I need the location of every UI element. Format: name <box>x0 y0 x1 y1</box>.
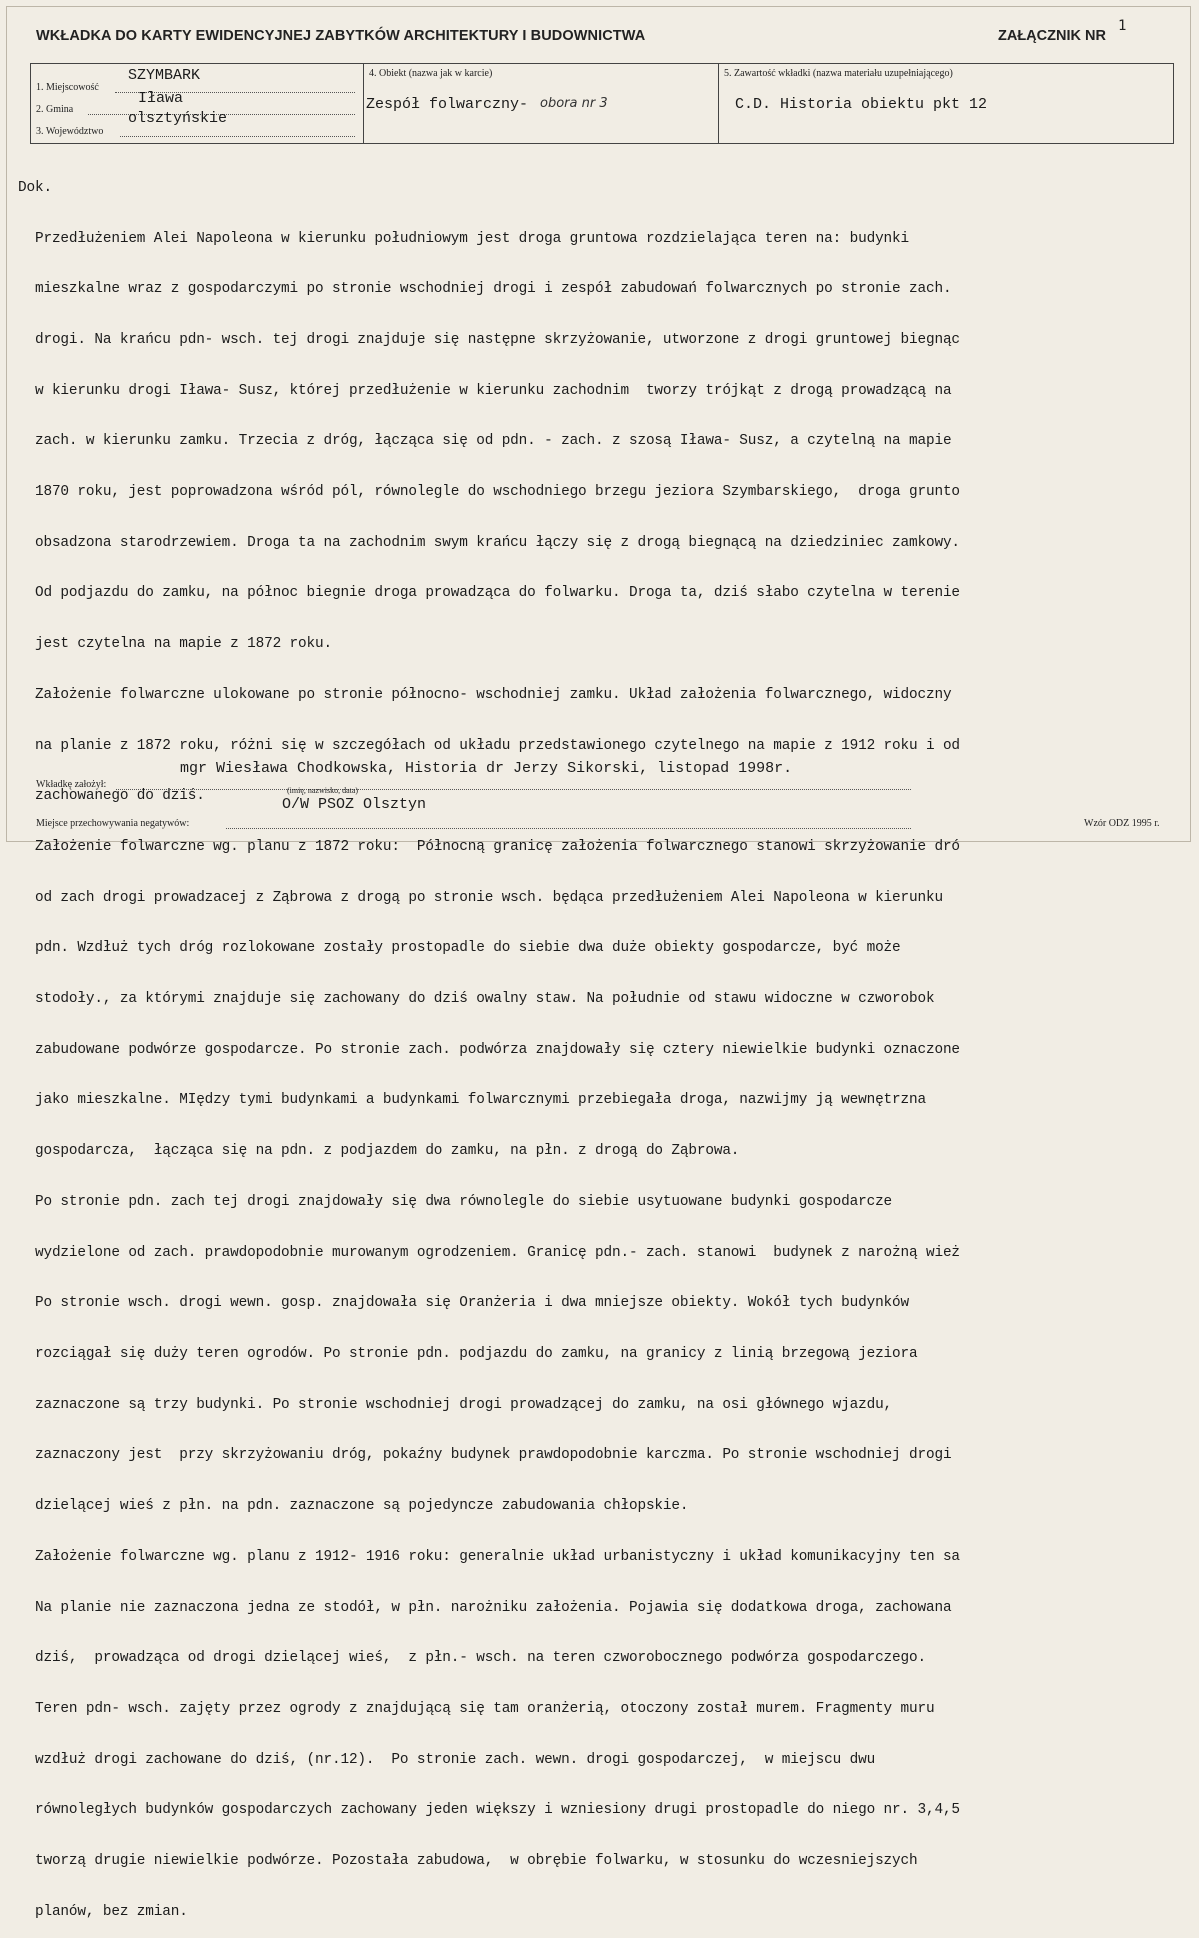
text-line: równoległych budynków gospodarczych zachowany jeden większy i wzniesiony drugi prostopadle do niego nr. 3,4,5 <box>18 1802 960 1819</box>
annex-number: 1 <box>1118 18 1127 34</box>
zawartosc-value: C.D. Historia obiektu pkt 12 <box>735 96 988 113</box>
wojewodztwo-value: olsztyńskie <box>128 110 228 127</box>
text-line: Od podjazdu do zamku, na północ biegnie droga prowadząca do folwarku. Droga ta, dziś słabo czytelna w terenie <box>18 585 960 602</box>
text-line: zabudowane podwórze gospodarcze. Po stronie zach. podwórza znajdowały się cztery niewielkie budynki oznaczone <box>18 1041 960 1058</box>
text-line: Założenie folwarczne wg. planu z 1912- 1916 roku: generalnie układ urbanistyczny i układ komunikacyjny ten sa <box>18 1548 960 1565</box>
text-line: Założenie folwarczne wg. planu z 1872 roku: Północną granicę założenia folwarcznego stanowi skrzyżowanie dró <box>18 838 960 855</box>
text-line: tworzą drugie niewielkie podwórze. Pozostała zabudowa, w obrębie folwarku, w stosunku do wczesniejszych <box>18 1853 918 1870</box>
text-line: 1870 roku, jest poprowadzona wśród pól, równolegle do wschodniego brzegu jeziora Szymbarskiego, droga grunto <box>18 484 960 501</box>
text-line: jest czytelna na mapie z 1872 roku. <box>18 636 332 653</box>
text-line: mieszkalne wraz z gospodarczymi po stronie wschodniej drogi i zespół zabudowań folwarcznych po stronie zach. <box>18 281 952 298</box>
dotted-line <box>226 828 911 829</box>
gmina-value: Iława <box>138 90 184 107</box>
text-line: wydzielone od zach. prawdopodobnie murowanym ogrodzeniem. Granicę pdn.- zach. stanowi budynek z narożną wież <box>18 1244 960 1261</box>
wojewodztwo-label: 3. Województwo <box>36 126 104 137</box>
zalozyl-value: mgr Wiesława Chodkowska, Historia dr Jerzy Sikorski, listopad 1998r. <box>180 760 793 777</box>
dotted-line <box>116 789 911 790</box>
text-line: obsadzona starodrzewiem. Droga ta na zachodnim swym krańcu łączy się z drogą biegnącą na dziedziniec zamkowy. <box>18 534 960 551</box>
obiekt-handwritten-note: obora nr 3 <box>540 96 608 111</box>
text-line: gospodarcza, łącząca się na pdn. z podjazdem do zamku, na płn. z drogą do Ząbrowa. <box>18 1143 740 1160</box>
box-divider <box>363 63 364 144</box>
text-line: Założenie folwarczne ulokowane po stronie północno- wschodniej zamku. Układ założenia folwarcznego, widoczny <box>18 686 952 703</box>
text-heading: Dok. <box>18 179 52 196</box>
form-template-id: Wzór ODZ 1995 r. <box>1084 818 1160 829</box>
text-line: drogi. Na krańcu pdn- wsch. tej drogi znajduje się następne skrzyżowanie, utworzone z drogi gruntowej biegnąc <box>18 331 960 348</box>
text-line: Przedłużeniem Alei Napoleona w kierunku południowym jest droga gruntowa rozdzielająca teren na: budynki <box>18 230 910 247</box>
text-line: Na planie nie zaznaczona jedna ze stodół, w płn. narożniku założenia. Pojawia się dodatkowa droga, zachowana <box>18 1599 952 1616</box>
obiekt-value: Zespół folwarczny- <box>366 96 529 113</box>
text-line: zaznaczone są trzy budynki. Po stronie wschodniej drogi prowadzącej do zamku, na osi głównego wjazdu, <box>18 1396 893 1413</box>
annex-label: ZAŁĄCZNIK NR <box>998 28 1106 44</box>
text-line: jako mieszkalne. MIędzy tymi budynkami a budynkami folwarcznymi przebiegała droga, nazwijmy ją wewnętrzna <box>18 1092 926 1109</box>
gmina-label: 2. Gmina <box>36 104 74 115</box>
text-line: zaznaczony jest przy skrzyżowaniu dróg, pokaźny budynek prawdopodobnie karczma. Po stronie wschodniej drogi <box>18 1447 952 1464</box>
zalozyl-label: Wkładkę założył: <box>36 779 107 790</box>
text-line: od zach drogi prowadzacej z Ząbrowa z drogą po stronie wsch. będąca przedłużeniem Alei Napoleona w kierunku <box>18 889 943 906</box>
imie-hint: (imię, nazwisko, data) <box>287 786 359 795</box>
text-line: Po stronie wsch. drogi wewn. gosp. znajdowała się Oranżeria i dwa mniejsze obiekty. Wokół tych budynków <box>18 1295 910 1312</box>
miejscowosc-label: 1. Miejscowość <box>36 82 99 93</box>
text-line: zachowanego do dziś. <box>18 788 205 805</box>
dotted-line <box>120 136 355 137</box>
text-line: rozciągał się duży teren ogrodów. Po stronie pdn. podjazdu do zamku, na granicy z linią brzegową jeziora <box>18 1345 918 1362</box>
box-divider <box>718 63 719 144</box>
text-line: planów, bez zmian. <box>18 1903 188 1920</box>
text-line: dzielącej wieś z płn. na pdn. zaznaczone są pojedyncze zabudowania chłopskie. <box>18 1498 689 1515</box>
text-line: stodoły., za którymi znajduje się zachowany do dziś owalny staw. Na południe od stawu widoczne w czworobok <box>18 991 935 1008</box>
zawartosc-label: 5. Zawartość wkładki (nazwa materiału uzupełniającego) <box>724 68 953 79</box>
text-line: dziś, prowadząca od drogi dzielącej wieś, z płn.- wsch. na teren czworobocznego podwórza gospodarczego. <box>18 1650 926 1667</box>
text-line: na planie z 1872 roku, różni się w szczegółach od układu przedstawionego czytelnego na mapie z 1912 roku i od <box>18 737 960 754</box>
obiekt-label: 4. Obiekt (nazwa jak w karcie) <box>369 68 493 79</box>
text-line: pdn. Wzdłuż tych dróg rozlokowane zostały prostopadle do siebie dwa duże obiekty gospodarcze, być może <box>18 940 901 957</box>
text-line: wzdłuż drogi zachowane do dziś, (nr.12). Po stronie zach. wewn. drogi gospodarczej, w miejscu dwu <box>18 1751 876 1768</box>
negatywy-label: Miejsce przechowywania negatywów: <box>36 818 190 829</box>
text-line: zach. w kierunku zamku. Trzecia z dróg, łącząca się od pdn. - zach. z szosą Iława- Susz, a czytelną na mapie <box>18 433 952 450</box>
form-title: WKŁADKA DO KARTY EWIDENCYJNEJ ZABYTKÓW ARCHITEKTURY I BUDOWNICTWA <box>36 28 646 44</box>
text-line: Po stronie pdn. zach tej drogi znajdowały się dwa równolegle do siebie usytuowane budynki gospodarcze <box>18 1193 893 1210</box>
miejscowosc-value: SZYMBARK <box>128 67 201 84</box>
office-stamp: O/W PSOZ Olsztyn <box>282 796 427 813</box>
text-line: w kierunku drogi Iława- Susz, której przedłużenie w kierunku zachodnim tworzy trójkąt z drogą prowadzącą na <box>18 382 952 399</box>
text-line: Teren pdn- wsch. zajęty przez ogrody z znajdującą się tam oranżerią, otoczony został murem. Fragmenty muru <box>18 1700 935 1717</box>
